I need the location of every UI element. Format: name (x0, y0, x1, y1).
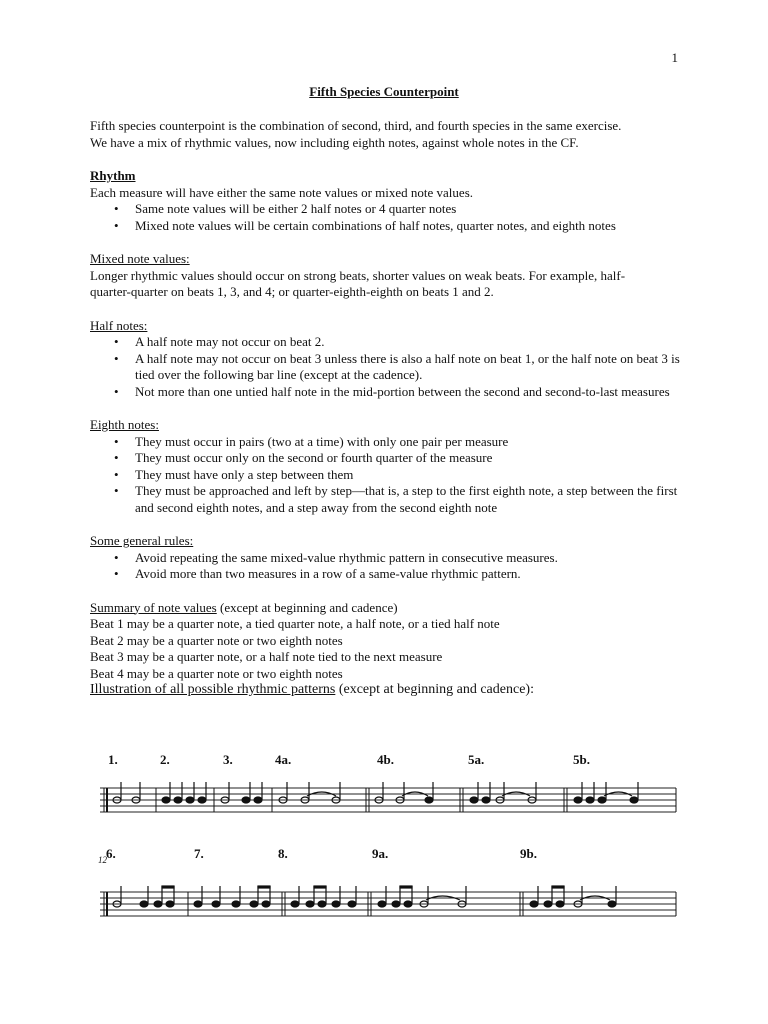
summary-line: Beat 3 may be a quarter note, or a half note tied to the next measure (90, 649, 443, 664)
staff-row-2 (100, 846, 680, 924)
list-item: • They must occur in pairs (two at a time) with only one pair per measure (90, 434, 680, 451)
document-body (90, 118, 680, 699)
summary-line: Beat 4 may be a quarter note or two eighth notes (90, 665, 343, 681)
pattern-label: 4a. (275, 752, 292, 767)
illustration-heading-line (90, 682, 680, 699)
pattern-labels-row-2 (100, 846, 680, 864)
pattern-label: 5a. (468, 752, 485, 767)
mixed-heading: Mixed note values: (90, 251, 190, 266)
pattern-label: 5b. (573, 752, 590, 767)
pattern-label: 7. (194, 846, 204, 861)
pattern-label: 1. (108, 752, 118, 767)
half-notes-list (90, 334, 680, 400)
general-rules-heading: Some general rules: (90, 533, 194, 548)
summary-line: Beat 1 may be a quarter note, a tied quarter note, a half note, or a tied half note (90, 616, 500, 631)
pattern-label: 2. (160, 752, 170, 767)
rhythm-text: Each measure will have either the same note values or mixed note values. (90, 184, 473, 200)
pattern-labels-row-1 (100, 752, 680, 770)
mixed-line-2: quarter-quarter on beats 1, 3, and 4; or quarter-eighth-eighth on beats 1 and 2. (90, 284, 494, 299)
page-title: Fifth Species Counterpoint (309, 84, 459, 99)
eighth-notes-list (90, 434, 680, 517)
list-item: • Avoid more than two measures in a row of a same-value rhythmic pattern. (90, 566, 680, 583)
page-number: 1 (671, 50, 678, 65)
pattern-label: 9a. (372, 846, 389, 861)
pattern-label: 9b. (520, 846, 537, 861)
list-item: • Avoid repeating the same mixed-value rhythmic pattern in consecutive measures. (90, 550, 680, 567)
eighth-notes-heading: Eighth notes: (90, 417, 159, 432)
list-item: • Not more than one untied half note in the mid-portion between the second and second-to-last measures (90, 384, 680, 401)
list-item: • They must occur only on the second or fourth quarter of the measure (90, 450, 680, 467)
mixed-line-1: Longer rhythmic values should occur on strong beats, shorter values on weak beats. For example, half- (90, 267, 626, 283)
list-item: • They must be approached and left by step—that is, a step to the first eighth note, a step between the first and second eighth notes, and a step away from the second eighth note (90, 483, 680, 516)
list-item: • Mixed note values will be certain combinations of half notes, quarter notes, and eighth notes (90, 218, 680, 235)
summary-line: Beat 2 may be a quarter note or two eighth notes (90, 632, 343, 648)
measure-number: 12 (98, 855, 107, 865)
half-notes-heading: Half notes: (90, 317, 148, 333)
summary-heading-suffix: (except at beginning and cadence) (216, 599, 398, 615)
pattern-label: 6. (106, 846, 116, 861)
summary-heading-line (90, 600, 680, 617)
list-item: • A half note may not occur on beat 3 unless there is also a half note on beat 1, or the half note on beat 3 is tied over the following bar line (except at the cadence). (90, 351, 680, 384)
pattern-label: 4b. (377, 752, 394, 767)
staff-row-1 (100, 752, 680, 830)
illustration-heading-suffix: (except at beginning and cadence): (335, 682, 534, 697)
music-staff-row-1 (100, 770, 680, 830)
summary-heading: Summary of note values (90, 599, 217, 615)
pattern-label: 8. (278, 846, 288, 861)
intro-line-1: Fifth species counterpoint is the combination of second, third, and fourth species in the same exercise. (90, 118, 622, 133)
general-rules-list (90, 550, 680, 583)
rhythm-heading: Rhythm (90, 168, 136, 183)
rhythm-list (90, 201, 680, 234)
list-item: • A half note may not occur on beat 2. (90, 334, 680, 351)
pattern-label: 3. (223, 752, 233, 767)
illustration-heading: Illustration of all possible rhythmic patterns (90, 682, 336, 697)
list-item: • Same note values will be either 2 half notes or 4 quarter notes (90, 201, 680, 218)
list-item: • They must have only a step between them (90, 467, 680, 484)
intro-line-2: We have a mix of rhythmic values, now including eighth notes, against whole notes in the CF. (90, 134, 579, 150)
music-staff-row-2 (100, 864, 680, 924)
